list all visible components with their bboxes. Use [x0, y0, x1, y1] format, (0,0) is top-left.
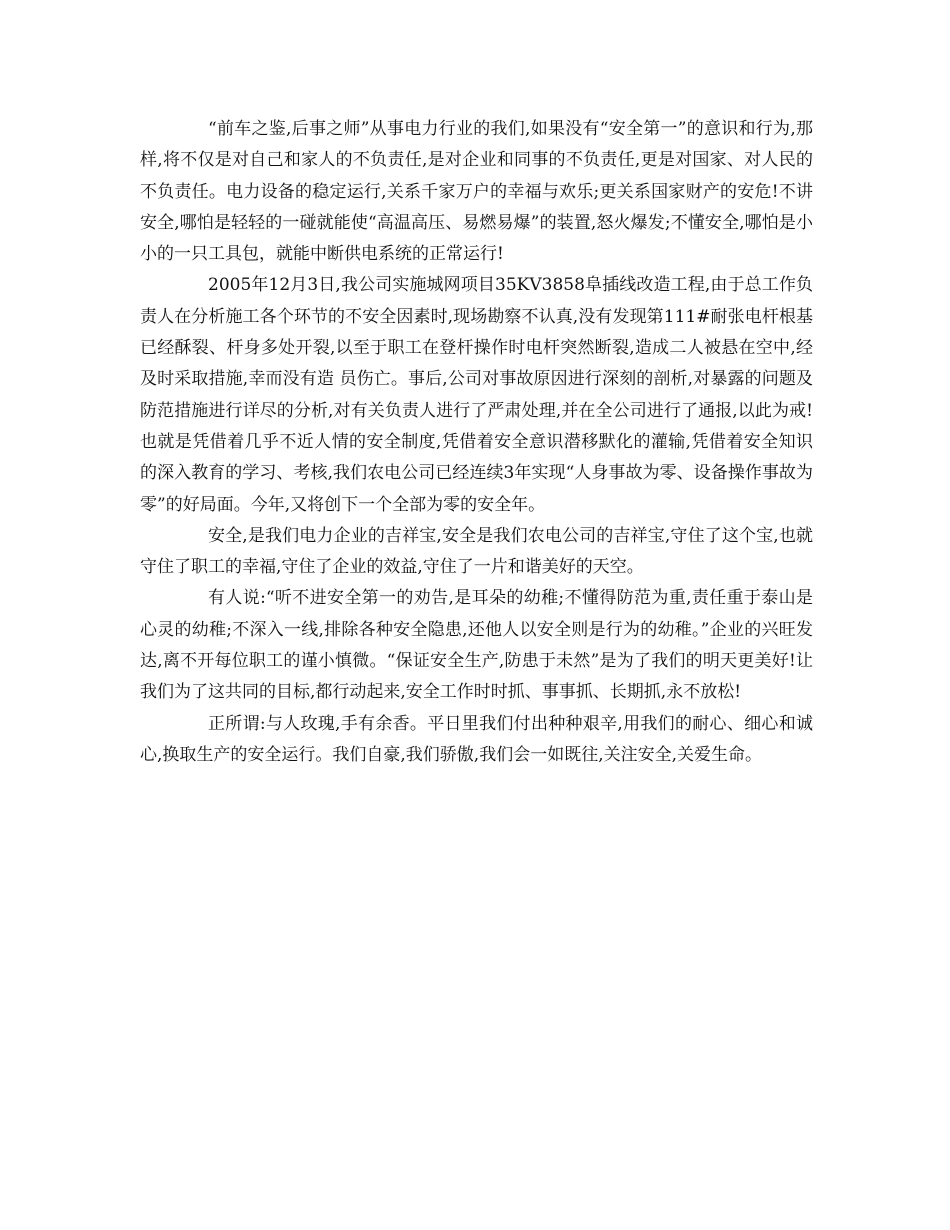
document-page — [140, 114, 813, 771]
paragraph-safety-treasure: 安全,是我们电力企业的吉祥宝,安全是我们农电公司的吉祥宝,守住了这个宝,也就守住了职工的幸福,守住了企业的效益,守住了一片和谐美好的天空。 — [140, 525, 813, 578]
paragraph-conclusion: 正所谓:与人玫瑰,手有余香。平日里我们付出种种艰辛,用我们的耐心、细心和诚心,换取生产的安全运行。我们自豪,我们骄傲,我们会一如既往,关注安全,关爱生命。 — [140, 713, 813, 765]
paragraph-someone-said: 有人说:“听不进安全第一的劝告,是耳朵的幼稚;不懂得防范为重,责任重于泰山是心灵的幼稚;不深入一线,排除各种安全隐患,还他人以安全则是行为的幼稚。”企业的兴旺发达,离不开每位职工的谨小慎微。“保证安全生产,防患于未然”是为了我们的明天更美好!让我们为了这共同的目标,都行动起来,安全工作时时抓、事事抓、长期抓,永不放松! — [140, 588, 813, 703]
paragraph-lessons-from-the-past: “前车之鉴,后事之师”从事电力行业的我们,如果没有“安全第一”的意识和行为,那样,将不仅是对自己和家人的不负责任,是对企业和同事的不负责任,更是对国家、对人民的不负责任。电力设备的稳定运行,关系千家万户的幸福与欢乐;更关系国家财产的安危!不讲安全,哪怕是轻轻的一碰就能使“高温高压、易燃易爆”的装置,怒火爆发;不懂安全,哪怕是小小的一只工具包，就能中断供电系统的正常运行! — [140, 119, 813, 265]
paragraph-incident-report: 2005年12月3日,我公司实施城网项目35KV3858阜插线改造工程,由于总工作负责人在分析施工各个环节的不安全因素时,现场勘察不认真,没有发现第111#耐张电杆根基已经酥裂、杆身多处开裂,以至于职工在登杆操作时电杆突然断裂,造成二人被悬在空中,经及时采取措施,幸而没有造 员伤亡。事后,公司对事故原因进行深刻的剖析,对暴露的问题及防范措施进行详尽的分析,对有关负责人进行了严肃处理,并在全公司进行了通报,以此为戒!也就是凭借着几乎不近人情的安全制度,凭借着安全意识潜移默化的灌输,凭借着安全知识的深入教育的学习、考核,我们农电公司已经连续3年实现“人身事故为零、设备操作事故为零”的好局面。今年,又将创下一个全部为零的安全年。 — [140, 275, 813, 515]
